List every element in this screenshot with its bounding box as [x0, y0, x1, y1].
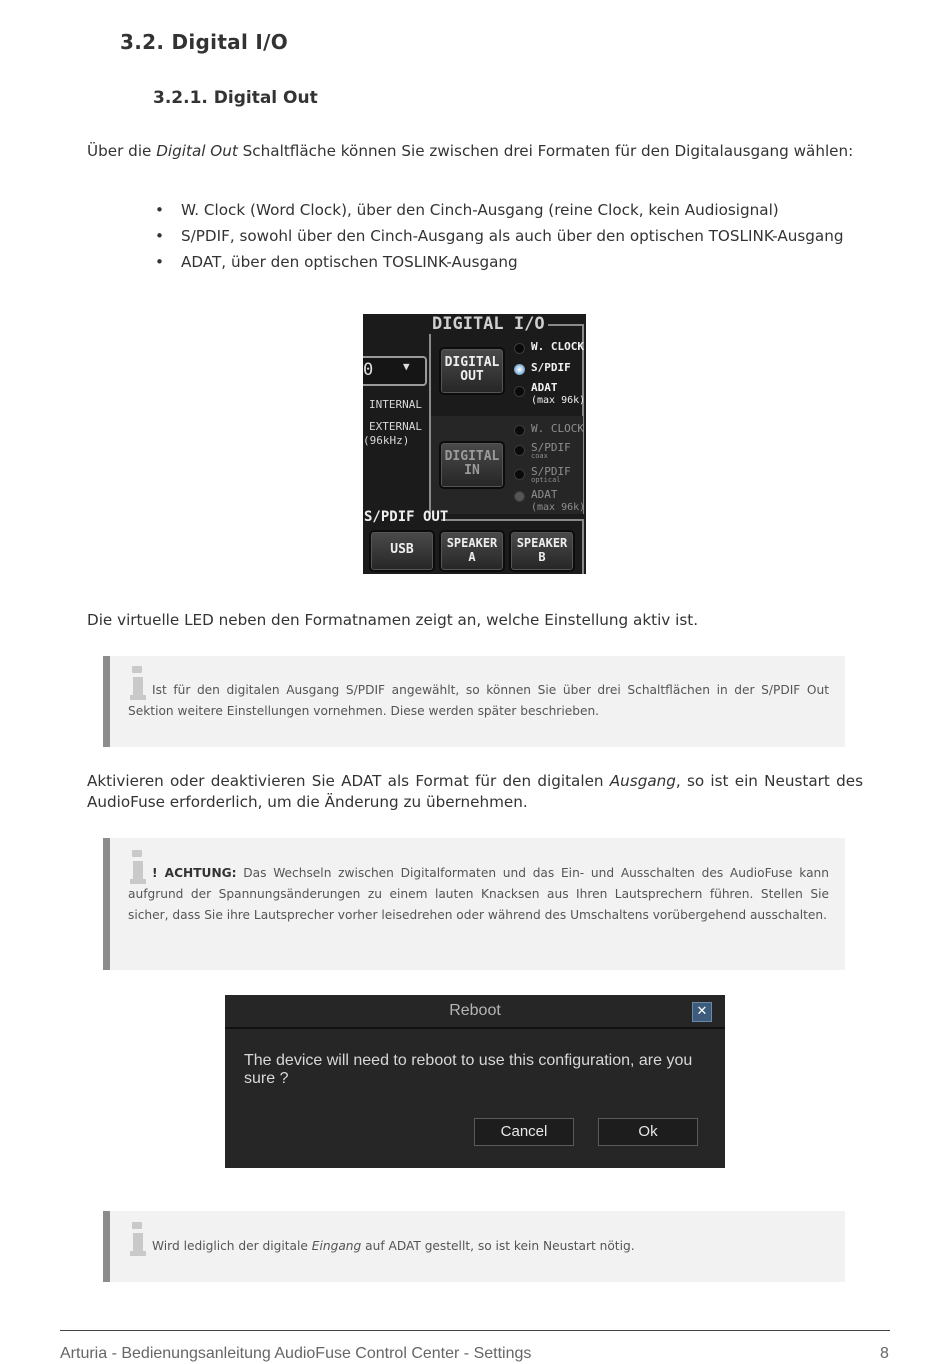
speaker-a-line1: SPEAKER: [446, 536, 498, 550]
digital-io-panel: [363, 314, 586, 574]
spdif-frame-right: [582, 519, 584, 574]
format-list: [153, 200, 865, 278]
chevron-down-icon: ▼: [403, 360, 410, 373]
intro-emphasis: Digital Out: [156, 142, 238, 160]
usb-label: USB: [390, 542, 414, 557]
external-rate: (96kHz): [363, 434, 410, 447]
in-option-adat-sub: (max 96k): [531, 502, 586, 513]
in-option-adat[interactable]: ADAT: [531, 488, 558, 501]
digital-in-button[interactable]: [439, 441, 505, 489]
digital-in-line2: IN: [464, 463, 480, 478]
led-paragraph: Die virtuelle LED neben den Formatnamen zeigt an, welche Einstellung aktiv ist.: [87, 611, 699, 629]
out-option-spdif[interactable]: S/PDIF: [531, 361, 571, 374]
intro-text: Über die: [87, 142, 157, 160]
section-title: 3.2. Digital I/O: [120, 30, 289, 54]
internal-label: INTERNAL: [369, 398, 422, 411]
list-item: • ADAT, über den optischen TOSLINK-Ausgang: [153, 252, 865, 272]
spdif-frame-top: [441, 519, 584, 521]
reboot-dialog: [225, 995, 725, 1168]
speaker-b-line1: SPEAKER: [516, 536, 568, 550]
dialog-message: The device will need to reboot to use this configuration, are you sure ?: [244, 1052, 693, 1087]
spdif-usb-button[interactable]: [369, 530, 435, 572]
note3-text-start: Wird lediglich der digitale: [152, 1239, 312, 1253]
footer-text: Arturia - Bedienungsanleitung AudioFuse Control Center - Settings: [60, 1345, 532, 1362]
note-text: Ist für den digitalen Ausgang S/PDIF angewählt, so können Sie über drei Schaltflächen in der S/PDIF Out Sektion weitere Einstellungen vornehmen. Diese werden später beschrieben.: [128, 683, 829, 718]
spdif-speaker-a-button[interactable]: [439, 530, 505, 572]
out-option-wclock[interactable]: W. CLOCK: [531, 340, 584, 353]
digital-out-button[interactable]: [439, 347, 505, 395]
adat-emphasis: Ausgang: [609, 772, 676, 790]
warning-text: [128, 863, 829, 926]
out-option-adat-sub: (max 96k): [531, 395, 586, 406]
led-out-spdif: [514, 364, 525, 375]
in-option-optical-sub: optical: [531, 476, 561, 484]
spdif-speaker-b-button[interactable]: [509, 530, 575, 572]
adat-text-end: , so ist ein Neustart des AudioFuse erforderlich, um die Änderung zu übernehmen.: [87, 772, 863, 811]
adat-paragraph: [87, 771, 863, 813]
spdif-out-title: S/PDIF OUT: [364, 509, 449, 525]
in-option-coax-sub: coax: [531, 452, 548, 460]
in-option-spdif-optical[interactable]: S/PDIF: [531, 465, 571, 478]
in-option-wclock[interactable]: W. CLOCK: [531, 422, 584, 435]
list-item: • S/PDIF, sowohl über den Cinch-Ausgang als auch über den optischen TOSLINK-Ausgang: [153, 226, 865, 246]
warning-body: Das Wechseln zwischen Digitalformaten und das Ein- und Ausschalten des AudioFuse kann aufgrund der Spannungsänderungen zu einem lauten Knacksen aus Ihren Lautsprechern führen. Stellen Sie sicher, dass Sie ihre Lautsprecher vorher leisedrehen oder während des Umschaltens vorübergehend ausschalten.: [128, 866, 829, 922]
info-note-spdif: [103, 656, 845, 747]
intro-text-end: Schaltfläche können Sie zwischen drei Formaten für den Digitalausgang wählen:: [237, 142, 854, 160]
external-label: EXTERNAL: [369, 420, 422, 433]
cancel-button[interactable]: Cancel: [474, 1118, 574, 1146]
led-in-wclock: [514, 425, 525, 436]
speaker-a-line2: A: [468, 550, 476, 564]
speaker-b-line2: B: [538, 550, 546, 564]
warning-label: ! ACHTUNG:: [152, 866, 237, 880]
warning-note: [103, 838, 845, 970]
led-in-spdif-coax: [514, 445, 525, 456]
dropdown-value: 0: [363, 360, 374, 380]
led-out-wclock: [514, 343, 525, 354]
ok-button[interactable]: Ok: [598, 1118, 698, 1146]
page-number: 8: [880, 1345, 889, 1362]
note3-emphasis: Eingang: [311, 1239, 362, 1253]
panel-title: DIGITAL I/O: [429, 314, 548, 334]
list-item: • W. Clock (Word Clock), über den Cinch-Ausgang (reine Clock, kein Audiosignal): [153, 200, 865, 220]
intro-paragraph: [87, 141, 863, 162]
footer-divider: [60, 1330, 890, 1331]
adat-text: Aktivieren oder deaktivieren Sie ADAT als Format für den digitalen: [87, 772, 610, 790]
in-option-spdif-coax[interactable]: S/PDIF: [531, 441, 571, 454]
led-out-adat: [514, 386, 525, 397]
clock-source-dropdown[interactable]: [363, 356, 427, 386]
dialog-title-bar: [225, 995, 725, 1029]
out-option-adat[interactable]: ADAT: [531, 381, 558, 394]
digital-out-line1: DIGITAL: [444, 355, 500, 370]
dialog-title: Reboot: [449, 1002, 501, 1019]
close-icon[interactable]: ✕: [692, 1002, 712, 1022]
led-in-spdif-optical: [514, 469, 525, 480]
note3-text-end: auf ADAT gestellt, so ist kein Neustart nötig.: [361, 1239, 635, 1253]
led-in-adat: [514, 491, 525, 502]
note3-text: [128, 1236, 829, 1257]
subsection-title: 3.2.1. Digital Out: [153, 88, 318, 108]
digital-out-line2: OUT: [460, 369, 484, 384]
info-note-input: [103, 1211, 845, 1282]
digital-in-line1: DIGITAL: [444, 449, 500, 464]
